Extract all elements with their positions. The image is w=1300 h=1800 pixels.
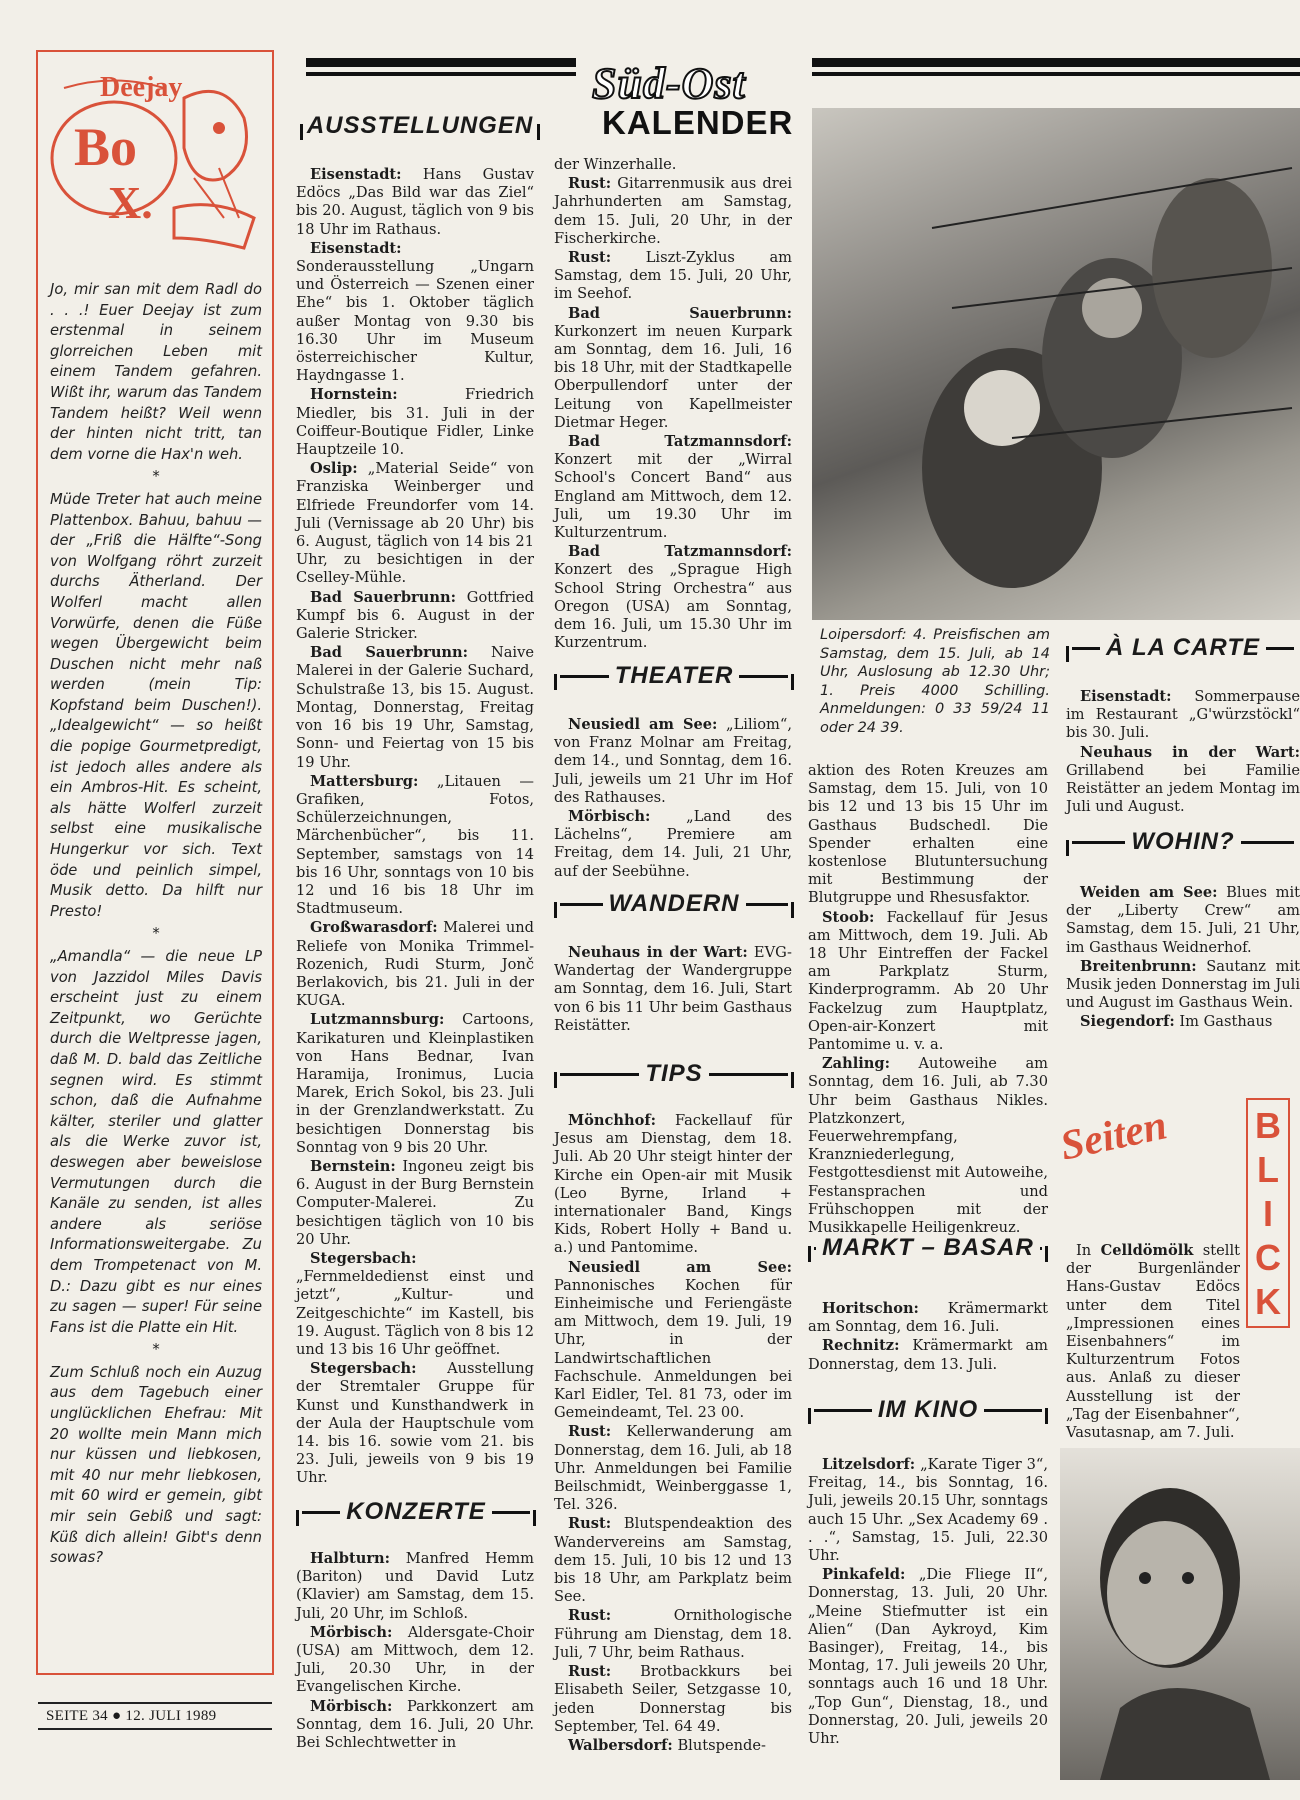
event-place: Bad Tatzmannsdorf:	[568, 543, 792, 561]
column-wandern	[554, 944, 792, 1036]
event-text: Fackellauf für Jesus am Mittwoch, dem 19. Juli. Ab 18 Uhr Eintreffen der Fackel am Parkplatz Sturm, Kinderprogramm. Ab 20 Uhr Fackelzug zum Hauptplatz, Open-air-Konzert mit Pantomime u. v. a.	[808, 908, 1048, 1054]
event-text: Krämermarkt am Sonntag, dem 16. Juli.	[808, 1300, 1048, 1336]
deejay-text	[50, 280, 262, 1569]
event-entry	[1066, 688, 1300, 743]
event-text: Naive Malerei in der Galerie Suchard, Schulstraße 13, bis 15. August. Montag, Donnerstag, Freitag von 16 bis 19 Uhr, Samstag, Sonn- und Feiertag von 15 bis 19 Uhr.	[296, 644, 534, 771]
event-place: Stegersbach:	[310, 1249, 417, 1267]
event-text: Friedrich Miedler, bis 31. Juli in der Coiffeur-Boutique Fidler, Linke Hauptzeile 10.	[296, 386, 534, 459]
event-entry	[1066, 744, 1300, 817]
event-place: Hornstein:	[310, 386, 398, 404]
event-place: Stoob:	[822, 908, 875, 926]
event-entry	[554, 1259, 792, 1423]
event-entry	[554, 175, 792, 248]
column-ausstellungen	[296, 166, 534, 1489]
event-place: Eisenstadt:	[310, 239, 402, 257]
separator-star: *	[152, 1341, 160, 1359]
event-place: Stegersbach:	[310, 1360, 417, 1378]
page-footer: SEITE 34 ● 12. JULI 1989	[38, 1702, 272, 1730]
event-entry	[296, 919, 534, 1010]
event-place: Mörbisch:	[310, 1623, 393, 1641]
event-place: Lutzmannsburg:	[310, 1011, 445, 1029]
column-theater	[554, 716, 792, 882]
event-text: Manfred Hemm (Bariton) und David Lutz (Klavier) am Samstag, dem 15. Juli, 20 Uhr, im Schloß.	[296, 1550, 534, 1622]
event-place: Siegendorf:	[1080, 1013, 1175, 1031]
event-place: Bad Sauerbrunn:	[310, 588, 456, 606]
separator-star: *	[152, 468, 160, 486]
event-text: „Fernmeldedienst einst und jetzt“, „Kultur- und Zeitgeschichte“ im Kastell, bis 19. August. Täglich von 8 bis 12 und 13 bis 16 Uhr geöffnet.	[296, 1268, 534, 1358]
event-place: Rechnitz:	[822, 1337, 900, 1355]
event-place: Mörbisch:	[568, 808, 651, 826]
event-text: Fackellauf für Jesus am Dienstag, dem 18. Juli. Ab 20 Uhr steigt hinter der Kirche ein Open-air mit Musik (Leo Byrne, Irland + internationaler Band, Kings Kids, Robert Holly + Band u. a.) und Pantomime.	[554, 1112, 792, 1257]
event-text: Im Gasthaus	[1174, 1013, 1273, 1031]
logo-box: Bo	[74, 117, 138, 177]
logo-x: X.	[108, 177, 153, 228]
event-text: Liszt-Zyklus am Samstag, dem 15. Juli, 20 Uhr, im Seehof.	[554, 249, 792, 303]
section-konzerte	[296, 1496, 536, 1528]
event-entry	[808, 1055, 1048, 1237]
header-bar	[812, 58, 1300, 67]
section-title: TIPS	[645, 1060, 703, 1087]
event-place: Bernstein:	[310, 1157, 396, 1175]
event-place: Rust:	[568, 1515, 612, 1533]
event-text: Parkkonzert am Sonntag, dem 16. Juli, 20 Uhr. Bei Schlechtwetter in	[296, 1697, 534, 1752]
event-entry	[296, 1011, 534, 1157]
section-title: AUSSTELLUNGEN	[306, 112, 534, 139]
section-title: KONZERTE	[346, 1498, 486, 1525]
event-entry	[296, 1624, 534, 1697]
event-text: Krämermarkt am Donnerstag, dem 13. Juli.	[808, 1337, 1048, 1373]
section-wandern	[554, 888, 794, 920]
separator-star: *	[152, 925, 160, 943]
column-tips-cont	[808, 762, 1048, 1238]
column-tips	[554, 1112, 792, 1756]
event-place: Zahling:	[822, 1055, 891, 1073]
section-title: THEATER	[614, 662, 734, 689]
column-konzerte-cont	[554, 156, 792, 653]
event-text: Brotbackkurs bei Elisabeth Seiler, Setzgasse 10, jeden Donnerstag bis September, Tel. 64 49.	[554, 1663, 792, 1735]
event-place: Eisenstadt:	[310, 166, 402, 183]
seitenblick-pre: In	[1076, 1242, 1101, 1259]
event-place: Weiden am See:	[1080, 884, 1218, 901]
event-text: Konzert des „Sprague High School String Orchestra“ aus Oregon (USA) am Sonntag, dem 16. Juli, um 15.30 Uhr im Kurzentrum.	[554, 561, 792, 652]
event-entry	[296, 166, 534, 239]
event-entry	[296, 460, 534, 587]
event-text: Sonderausstellung „Ungarn und Österreich — Szenen einer Ehe“ bis 1. Oktober täglich außer Montag von 9.30 bis 16.30 Uhr im Museum österreichischer Kultur, Haydngasse 1.	[296, 258, 534, 385]
event-text: Cartoons, Karikaturen und Kleinplastiken von Hans Bednar, Ivan Haramija, Ironimus, Lucia Marek, Erich Sokol, bis 23. Juli in der Grenzlandwerkstatt. Zu besichtigen Donnerstag bis Sonntag von 9 bis 20 Uhr.	[296, 1011, 534, 1156]
event-place: Rust:	[568, 1607, 612, 1625]
event-text: aktion des Roten Kreuzes am Samstag, dem 15. Juli, von 10 bis 12 und 13 bis 15 Uhr im Gasthaus Budschedl. Die Spender erhalten eine kostenlose Blutuntersuchung mit Bestimmung der Blutgruppe und Rhesusfaktor.	[808, 762, 1048, 907]
section-tips	[554, 1058, 794, 1090]
section-im-kino	[808, 1394, 1048, 1426]
section-theater	[554, 660, 794, 692]
event-place: Rust:	[568, 1423, 612, 1441]
deejay-paragraph: Zum Schluß noch ein Auzug aus dem Tagebuch einer unglücklichen Ehefrau: Mit 20 wollte mein Mann mich nur küssen und liebkosen, mit 40 nur mehr liebkosen, mit 60 wird er gemein, gibt mir sein Gebiß und sagt: Küß dich allein! Gibt's denn sowas?	[50, 1363, 262, 1567]
fishing-photo-image	[812, 108, 1300, 620]
event-entry	[296, 773, 534, 919]
column-seitenblick	[1066, 1242, 1240, 1443]
event-place: Bad Sauerbrunn:	[310, 644, 469, 662]
event-entry	[808, 1337, 1048, 1373]
event-entry	[296, 589, 534, 644]
event-place: Bad Tatzmannsdorf:	[568, 433, 792, 451]
event-entry	[296, 644, 534, 771]
event-text: Autoweihe am Sonntag, dem 16. Juli, ab 7.30 Uhr beim Gasthaus Nikles. Platzkonzert, Feuerwehrempfang, Kranzniederlegung, Festgottesdienst mit Autoweihe, Festansprachen und Frühschoppen mit der Musikkapelle Heiligenkreuz.	[808, 1055, 1048, 1237]
event-text: Kurkonzert im neuen Kurpark am Sonntag, dem 16. Juli, 16 bis 18 Uhr, mit der Stadtkapelle Oberpullendorf unter der Leitung von Kapellmeister Dietmar Heger.	[554, 322, 792, 431]
event-text: Pannonisches Kochen für Einheimische und Feriengäste am Mittwoch, dem 19. Juli, 19 Uhr, in der Landwirtschaftlichen Fachschule. Anmeldungen bei Karl Eidler, Tel. 81 73, oder im Gemeindeamt, Tel. 23 00.	[554, 1276, 792, 1422]
column-konzerte	[296, 1550, 534, 1753]
event-place: Oslip:	[310, 460, 358, 478]
event-entry	[554, 1607, 792, 1662]
header-bar	[306, 58, 576, 67]
event-entry	[296, 1360, 534, 1487]
deejay-box-logo	[44, 58, 268, 263]
event-text: Gottfried Kumpf bis 6. August in der Galerie Stricker.	[296, 588, 534, 643]
column-markt	[808, 1300, 1048, 1375]
event-place: Mörbisch:	[310, 1697, 393, 1715]
title-kalender: KALENDER	[602, 104, 794, 141]
event-text: Sommerpause im Restaurant „G'würzstöckl“ bis 30. Juli.	[1066, 688, 1300, 742]
event-place: Horitschon:	[822, 1300, 919, 1317]
section-wohin	[1066, 826, 1300, 858]
seitenblick-text: stellt der Burgenländer Hans-Gustav Edöcs unter dem Titel „Impressionen eines Eisenbahners“ im Kulturzentrum Fotos aus. Anlaß zu dieser Ausstellung ist der „Tag der Eisenbahner“, Vasutasnap, am 7. Juli.	[1066, 1242, 1240, 1442]
event-place: Pinkafeld:	[822, 1566, 906, 1584]
event-entry	[296, 1698, 534, 1753]
event-text: Blues mit der „Liberty Crew“ am Samstag, dem 15. Juli, 21 Uhr, im Gasthaus Weidnerhof.	[1066, 884, 1300, 956]
deejay-paragraph: „Amandla“ — die neue LP von Jazzidol Miles Davis erscheint just zu einem Zeitpunkt, wo Gerüchte durch die Weltpresse jagen, daß M. D. bald das Zeitliche segnen wird. Es stimmt schon, daß die Aufnahme kälter, steriler und glatter als die Werke zuvor ist, deswegen aber beweislose Vermutungen durch die Kanäle zu senden, ist alles andere als seriöse Informationsweitergabe. Zu dem Trompetenact von M. D.: Dazu gibt es nur eines zu sagen — super! Für seine Fans ist die Platte ein Hit.	[50, 948, 262, 1336]
event-entry	[554, 808, 792, 881]
portrait-photo	[1060, 1448, 1300, 1780]
logo-deejay: Deejay	[100, 72, 183, 103]
event-entry	[554, 156, 792, 174]
event-text: Ornithologische Führung am Dienstag, dem 18. Juli, 7 Uhr, beim Rathaus.	[554, 1607, 792, 1661]
event-entry	[808, 1300, 1048, 1336]
event-place: Eisenstadt:	[1080, 688, 1172, 705]
seitenblick-box	[1246, 1098, 1290, 1328]
column-a-la-carte	[1066, 688, 1300, 817]
section-title: WANDERN	[608, 890, 740, 917]
photo-caption: Loipersdorf: 4. Preisfischen am Samstag, dem 15. Juli, ab 14 Uhr, Auslosung ab 12.30 Uhr; 1. Preis 4000 Schilling. Anmeldungen: 0 33 59/24 11 oder 24 39.	[820, 627, 1050, 736]
event-text: „Material Seide“ von Franziska Weinberger und Elfriede Freundorfer vom 14. Juli (Vernissage ab 20 Uhr) bis 6. August, täglich von 14 bis 21 Uhr, zu besichtigen in der Cselley-Mühle.	[296, 460, 534, 587]
event-place: Neuhaus in der Wart:	[1080, 743, 1300, 761]
event-text: Konzert mit der „Wirral School's Concert Band“ aus England am Mittwoch, dem 12. Juli, um 19.30 Uhr im Kulturzentrum.	[554, 451, 792, 542]
event-place: Mattersburg:	[310, 772, 419, 790]
event-text: der Winzerhalle.	[554, 156, 677, 173]
event-place: Mönchhof:	[568, 1112, 657, 1129]
section-title: À LA CARTE	[1106, 634, 1260, 661]
event-place: Rust:	[568, 175, 612, 193]
event-entry	[808, 909, 1048, 1055]
event-entry	[554, 1423, 792, 1514]
deejay-paragraph: Jo, mir san mit dem Radl do . . .! Euer Deejay ist zum erstenmal in seinem glorreichen Leben mit einem Tandem gefahren. Wißt ihr, warum das Tandem Tandem heißt? Weil wenn der hinten nicht tritt, tan dem vorne die Hax'n weh.	[50, 281, 262, 463]
event-text: Sautanz mit Musik jeden Donnerstag im Juli und August im Gasthaus Wein.	[1066, 957, 1300, 1012]
event-place: Rust:	[568, 1663, 612, 1681]
event-entry	[296, 240, 534, 386]
deejay-box	[36, 50, 274, 1675]
section-title: MARKT – BASAR	[822, 1234, 1034, 1261]
event-text: Kellerwanderung am Donnerstag, dem 16. Juli, ab 18 Uhr. Anmeldungen bei Familie Beilschmidt, Weinberggasse 1, Tel. 326.	[554, 1423, 792, 1514]
event-entry	[808, 762, 1048, 908]
event-place: Neusiedl am See:	[568, 716, 718, 733]
event-place: Großwarasdorf:	[310, 919, 438, 937]
seitenblick-seiten: Seiten	[1056, 1102, 1171, 1170]
event-entry	[1066, 884, 1300, 957]
section-markt-basar	[808, 1232, 1048, 1264]
section-title: WOHIN?	[1131, 828, 1235, 855]
event-entry	[554, 433, 792, 542]
event-place: Neuhaus in der Wart:	[568, 944, 748, 961]
event-text: „Karate Tiger 3“, Freitag, 14., bis Sonntag, 16. Juli, jeweils 20.15 Uhr, sonntags auch 15 Uhr. „Sex Academy 69 . . .“, Samstag, 15. Juli, 22.30 Uhr.	[808, 1456, 1048, 1565]
event-entry	[554, 305, 792, 432]
seitenblick-blick: B L I C K	[1255, 1105, 1281, 1322]
column-kino	[808, 1456, 1048, 1749]
event-entry	[554, 543, 792, 652]
event-entry	[554, 1112, 792, 1258]
event-entry	[554, 249, 792, 304]
event-place: Bad Sauerbrunn:	[568, 304, 792, 322]
header-bar	[306, 72, 576, 76]
section-ausstellungen	[300, 110, 540, 142]
deejay-paragraph: Müde Treter hat auch meine Plattenbox. Bahuu, bahuu — der „Friß die Hälfte“-Song von Wolfgang röhrt zurzeit durchs Ätherland. Der Wolferl macht allen Vorwürfe, denen die Füße wegen Übergewicht beim Duschen nicht mehr naß werden (mein Tip: Kopfstand beim Duschen!). „Idealgewicht“ — so heißt die popige Gourmetpredigt, ist jedoch alles andere als ein Ambros-Hit. Es scheint, als hätte Wolferl zurzeit selbst eine musikalische Hungerkur vor sich. Text öde und peinlich simpel, Musik detto. Da hilft nur Presto!	[50, 490, 262, 920]
event-text: „Die Fliege II“, Donnerstag, 13. Juli, 20 Uhr. „Meine Stiefmutter ist ein Alien“ (Dan Aykroyd, Kim Basinger), Freitag, 14., bis Montag, 17. Juli jeweils 20 Uhr, sonntags auch 16 und 18 Uhr. „Top Gun“, Dienstag, 18., und Donnerstag, 20. Juli, jeweils 20 Uhr.	[808, 1566, 1048, 1748]
event-entry	[554, 716, 792, 807]
section-a-la-carte	[1066, 632, 1300, 664]
event-text: „Land des Lächelns“, Premiere am Freitag, dem 14. Juli, 21 Uhr, auf der Seebühne.	[554, 808, 792, 880]
column-wohin	[1066, 884, 1300, 1033]
event-entry	[554, 1663, 792, 1736]
event-text: EVG-Wandertag der Wandergruppe am Sonntag, dem 16. Juli, Start von 6 bis 11 Uhr beim Gasthaus Reistätter.	[554, 944, 792, 1034]
event-text: Blutspendeaktion des Wandervereins am Samstag, dem 15. Juli, 10 bis 12 und 13 bis 18 Uhr, am Parkplatz beim See.	[554, 1515, 792, 1606]
event-place: Neusiedl am See:	[568, 1258, 792, 1276]
event-place: Litzelsdorf:	[822, 1456, 916, 1473]
event-entry	[554, 1515, 792, 1606]
event-entry	[554, 1737, 792, 1755]
header-bar	[812, 72, 1300, 76]
event-entry	[296, 1250, 534, 1359]
event-place: Rust:	[568, 249, 612, 267]
title-sud-ost: Süd-Ost	[592, 59, 746, 108]
event-entry	[1066, 958, 1300, 1013]
event-entry	[1066, 1013, 1300, 1031]
event-entry	[808, 1456, 1048, 1565]
event-text: Aldersgate-Choir (USA) am Mittwoch, dem 12. Juli, 20.30 Uhr, in der Evangelischen Kirche.	[296, 1623, 534, 1696]
seitenblick-paragraph	[1066, 1242, 1240, 1442]
event-text: Blutspende-	[672, 1736, 766, 1754]
event-place: Walbersdorf:	[568, 1736, 673, 1754]
event-entry	[554, 944, 792, 1035]
event-text: Malerei und Reliefe von Monika Trimmel-Rozenich, Rudi Sturm, Jonč Berlakovich, bis 21. Juli in der KUGA.	[296, 919, 534, 1010]
fishing-photo	[812, 108, 1300, 620]
event-text: Ausstellung der Stremtaler Gruppe für Kunst und Kunsthandwerk in der Aula der Hauptschule vom 14. bis 16. sowie vom 21. bis 23. Juli, jeweils von 9 bis 19 Uhr.	[296, 1360, 534, 1487]
kalender-title	[572, 58, 822, 148]
event-text: Gitarrenmusik aus drei Jahrhunderten am Samstag, dem 15. Juli, 20 Uhr, in der Fischerkirche.	[554, 175, 792, 247]
section-title: IM KINO	[877, 1396, 979, 1423]
event-place: Breitenbrunn:	[1080, 957, 1197, 975]
event-entry	[296, 386, 534, 459]
event-entry	[808, 1566, 1048, 1748]
portrait-image	[1060, 1448, 1300, 1780]
event-entry	[296, 1158, 534, 1249]
event-text: „Litauen — Grafiken, Fotos, Schülerzeichnungen, Märchenbücher“, bis 11. September, samstags von 14 bis 16 Uhr, sonntags von 10 bis 12 und 16 bis 18 Uhr im Stadtmuseum.	[296, 772, 534, 918]
event-entry	[296, 1550, 534, 1623]
event-text: Hans Gustav Edöcs „Das Bild war das Ziel“ bis 20. August, täglich von 9 bis 18 Uhr im Rathaus.	[296, 166, 534, 238]
seitenblick-place: Celldömölk	[1100, 1242, 1194, 1259]
event-text: Ingoneu zeigt bis 6. August in der Burg Bernstein Computer-Malerei. Zu besichtigen täglich von 10 bis 20 Uhr.	[296, 1157, 534, 1248]
event-text: Grillabend bei Familie Reistätter an jedem Montag im Juli und August.	[1066, 761, 1300, 816]
event-place: Halbturn:	[310, 1550, 391, 1567]
event-text: „Liliom“, von Franz Molnar am Freitag, dem 14., und Sonntag, dem 16. Juli, jeweils um 21 Uhr im Hof des Rathauses.	[554, 716, 792, 806]
